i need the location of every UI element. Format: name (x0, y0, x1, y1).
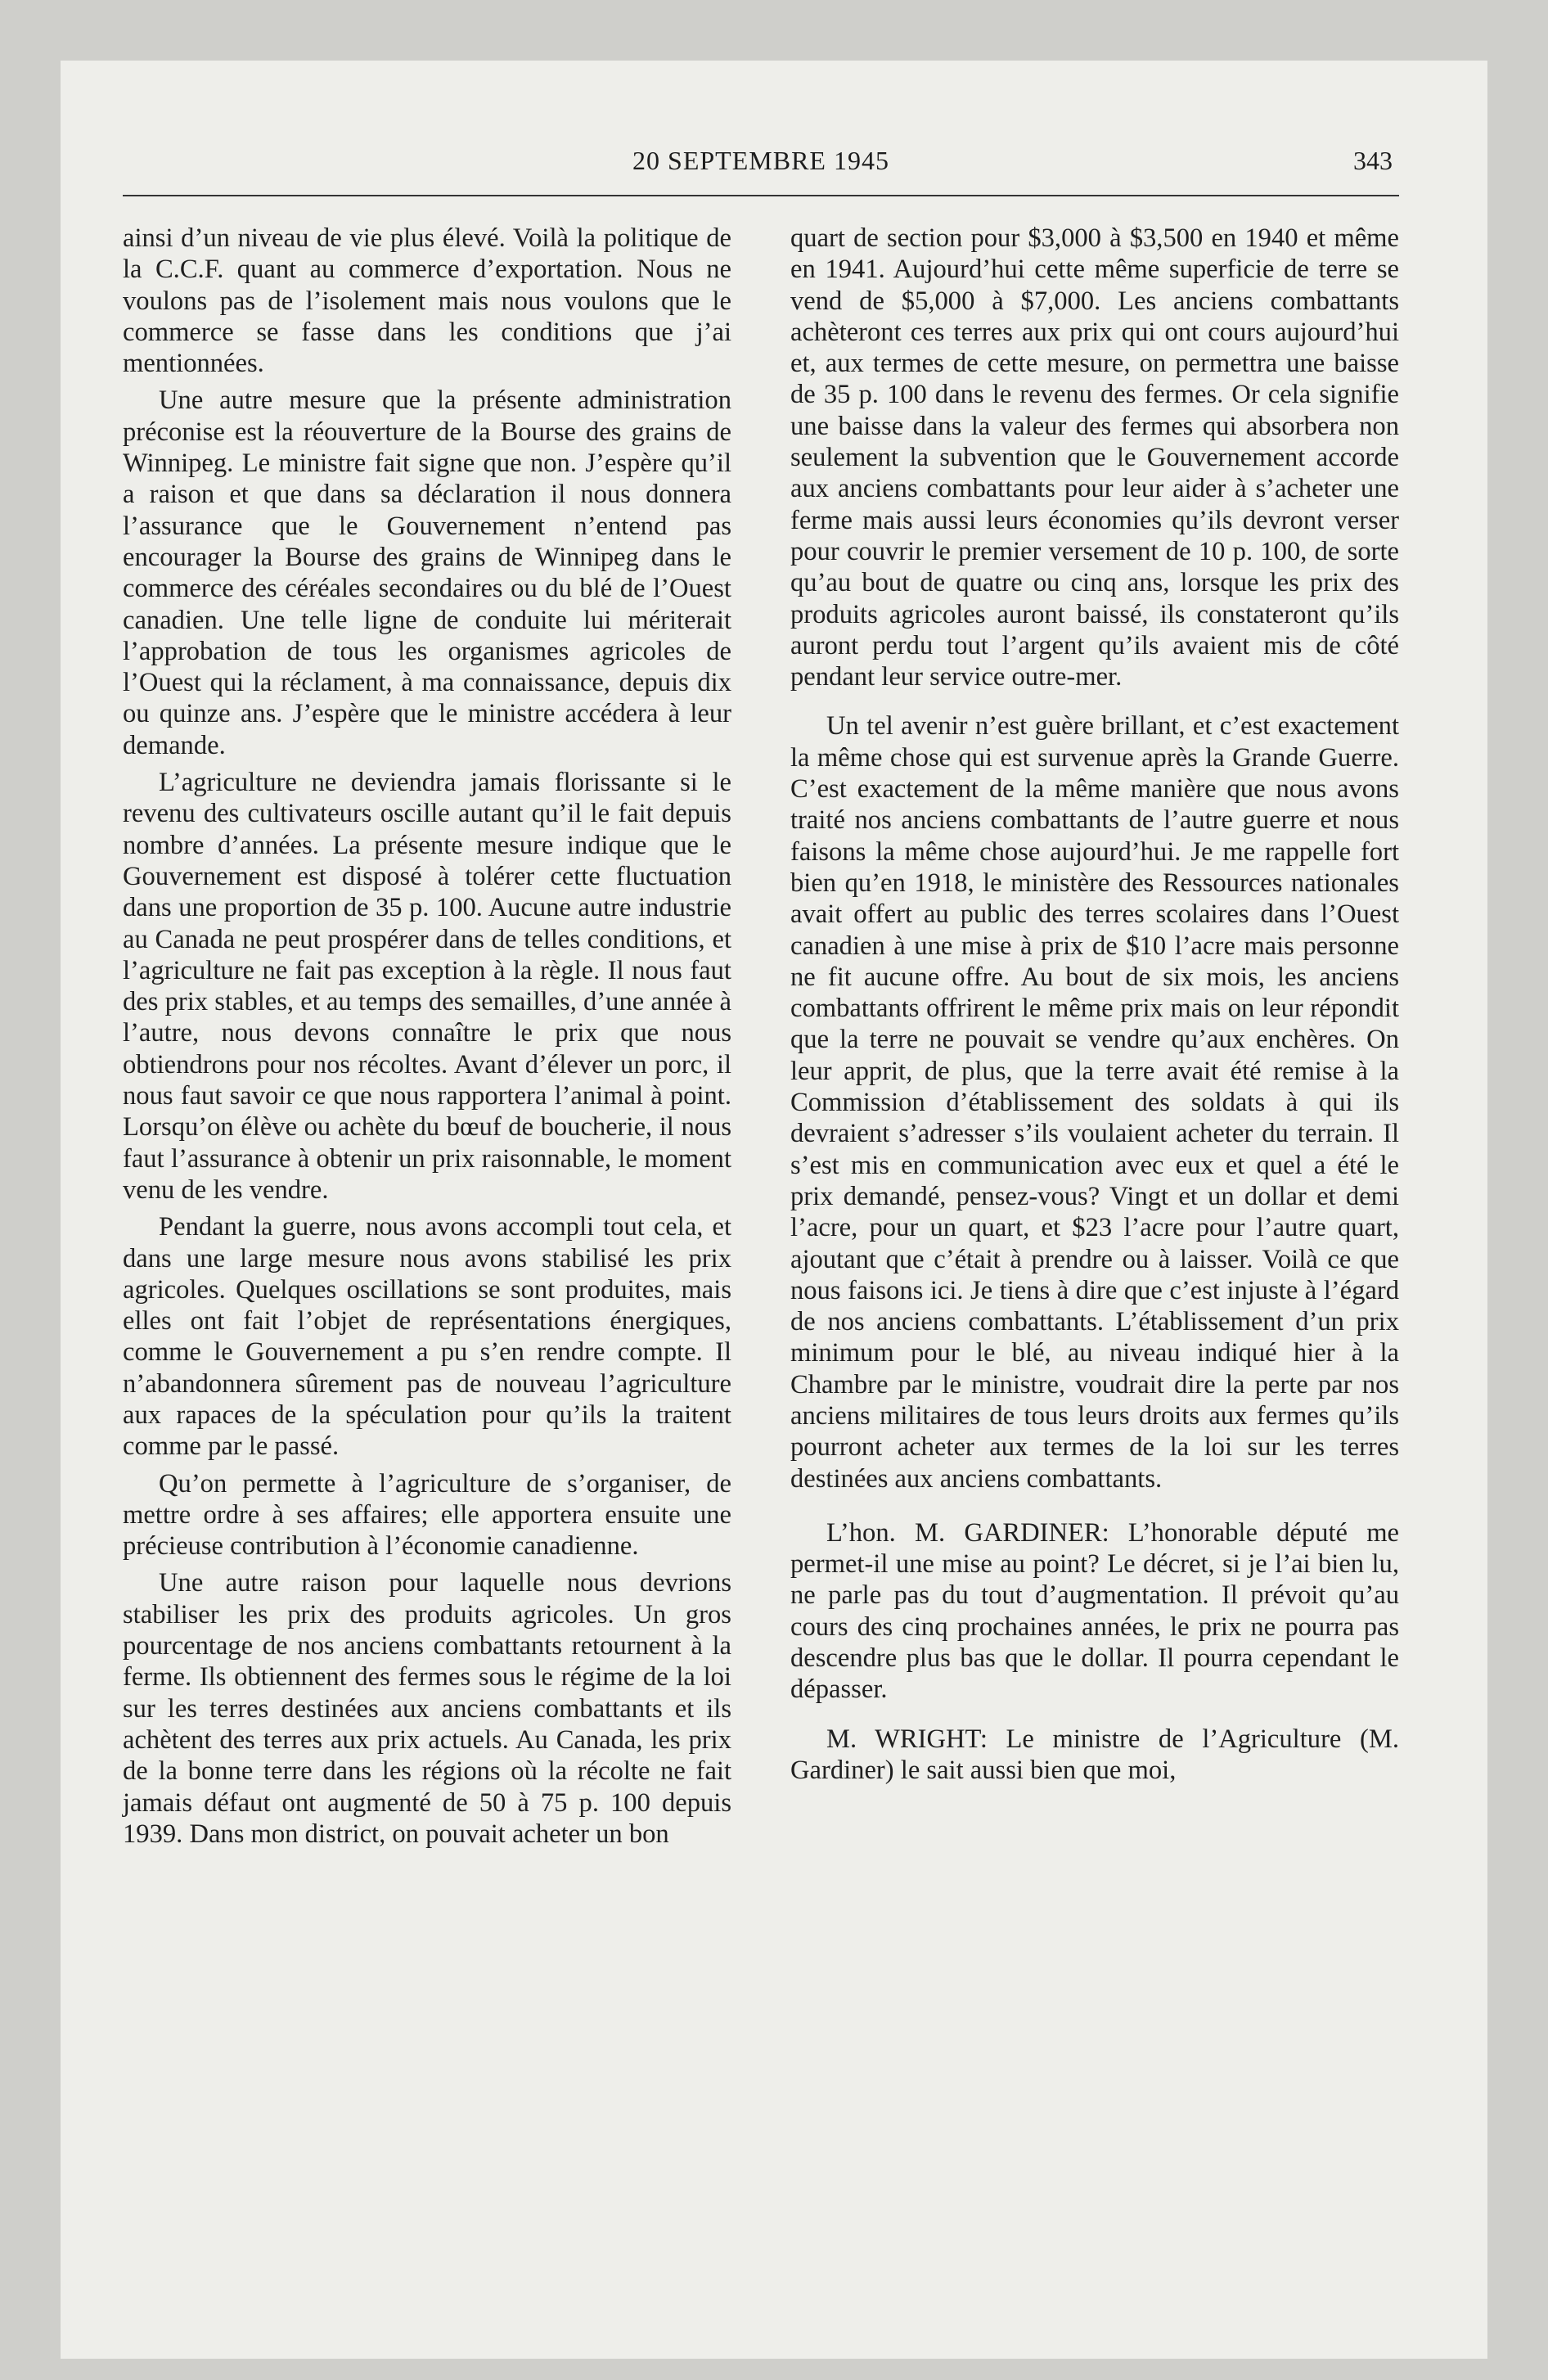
speaker-paragraph: M. WRIGHT: Le ministre de l’Agriculture (M. Gardiner) le sait aussi bien que moi, (790, 1724, 1399, 1785)
paragraph: quart de section pour $3,000 à $3,500 en 1940 et même en 1941. Aujourd’hui cette même superficie de terre se vend de $5,000 à $7,000. Les anciens combattants achèteront ces terres aux prix qui ont cours aujourd’hui et, aux termes de cette mesure, on permettra une baisse de 35 p. 100 dans le revenu des fermes. Or cela signifie une baisse dans la valeur des fermes qui absorbera non seulement la subvention que le Gouvernement accorde aux anciens combattants pour leur aider à s’acheter une ferme mais aussi leurs économies qu’ils devront verser pour couvrir le premier versement de 10 p. 100, de sorte qu’au bout de quatre ou cinq ans, lorsque les prix des produits agricoles auront baissé, ils constateront qu’ils auront perdu tout l’argent qu’ils avaient mis de côté pendant leur service outre-mer. (790, 223, 1399, 692)
right-column (790, 223, 1399, 1792)
page-number: 343 (1353, 146, 1393, 175)
paragraph: Pendant la guerre, nous avons accompli tout cela, et dans une large mesure nous avons stabilisé les prix agricoles. Quelques oscillations se sont produites, mais elles ont fait l’objet de représentations énergiques, comme le Gouvernement a pu s’en rendre compte. Il n’abandonnera sûrement pas de nouveau l’agriculture aux rapaces de la spéculation pour qu’ils la traitent comme par le passé. (123, 1212, 731, 1462)
paragraph: ainsi d’un niveau de vie plus élevé. Voilà la politique de la C.C.F. quant au commerce d’exportation. Nous ne voulons pas de l’isolement mais nous voulons que le commerce se fasse dans les conditions que j’ai mentionnées. (123, 223, 731, 379)
left-column (123, 223, 731, 1855)
paragraph: Un tel avenir n’est guère brillant, et c’est exactement la même chose qui est survenue après la Grande Guerre. C’est exactement de la même manière que nous avons traité nos anciens combattants de l’autre guerre et nous faisons la même chose aujourd’hui. Je me rappelle fort bien qu’en 1918, le ministère des Ressources nationales avait offert au public des terres scolaires dans l’Ouest canadien à une mise à prix de $10 l’acre mais personne ne fit aucune offre. Au bout de six mois, les anciens combattants offrirent le même prix mais on leur répondit que la terre ne pouvait se vendre qu’aux enchères. On leur apprit, de plus, que la terre avait été remise à la Commission d’établissement des soldats à qui ils devraient s’adresser s’ils voulaient acheter du terrain. Il s’est mis en communication avec eux et quel a été le prix demandé, pensez-vous? Vingt et un dollar et demi l’acre, pour un quart, et $23 l’acre pour l’autre quart, ajoutant que c’était à prendre ou à laisser. Voilà ce que nous faisons ici. Je tiens à dire que c’est injuste à l’égard de nos anciens combattants. L’établissement d’un prix minimum pour le blé, au niveau indiqué hier à la Chambre par le ministre, voudrait dire la perte par nos anciens militaires de tous leurs droits aux fermes qu’ils pourront acheter aux termes de la loi sur les terres destinées aux anciens combattants. (790, 711, 1399, 1494)
paragraph: Une autre raison pour laquelle nous devrions stabiliser les prix des produits agricoles. Un gros pourcentage de nos anciens combattants retournent à la ferme. Ils obtiennent des fermes sous le régime de la loi sur les terres destinées aux anciens combattants et ils achètent des terres aux prix actuels. Au Canada, les prix de la bonne terre dans les régions où la récolte ne fait jamais défaut ont augmenté de 50 à 75 p. 100 depuis 1939. Dans mon district, on pouvait acheter un bon (123, 1568, 731, 1849)
paragraph: Qu’on permette à l’agriculture de s’organiser, de mettre ordre à ses affaires; elle apportera ensuite une précieuse contribution à l’économie canadienne. (123, 1468, 731, 1562)
paragraph: L’agriculture ne deviendra jamais florissante si le revenu des cultivateurs oscille autant qu’il le fait depuis nombre d’années. La présente mesure indique que le Gouvernement est disposé à tolérer cette fluctuation dans une proportion de 35 p. 100. Aucune autre industrie au Canada ne peut prospérer dans de telles conditions, et l’agriculture ne fait pas exception à la règle. Il nous faut des prix stables, et au temps des semailles, d’une année à l’autre, nous devons connaître le prix que nous obtiendrons pour nos récoltes. Avant d’élever un porc, il nous faut savoir ce que nous rapportera l’animal à point. Lorsqu’on élève ou achète du bœuf de boucherie, il nous faut l’assurance à obtenir un prix raisonnable, le moment venu de les vendre. (123, 768, 731, 1205)
page-header (123, 146, 1399, 196)
running-title-date: 20 SEPTEMBRE 1945 (632, 146, 889, 175)
speaker-paragraph: L’hon. M. GARDINER: L’honorable député me permet-il une mise au point? Le décret, si je l’ai bien lu, ne parle pas du tout d’augmentation. Il prévoit qu’au cours des cinq prochaines années, le prix ne pourra pas descendre plus bas que le dollar. Il pourra cependant le dépasser. (790, 1517, 1399, 1705)
paragraph: Une autre mesure que la présente administration préconise est la réouverture de la Bourse des grains de Winnipeg. Le ministre fait signe que non. J’espère qu’il a raison et que dans sa déclaration il nous donnera l’assurance que le Gouvernement n’entend pas encourager la Bourse des grains de Winnipeg dans le commerce des céréales secondaires ou du blé de l’Ouest canadien. Une telle ligne de conduite lui mériterait l’approbation de tous les organismes agricoles de l’Ouest qui la réclament, à ma connaissance, depuis dix ou quinze ans. J’espère que le ministre accédera à leur demande. (123, 385, 731, 760)
